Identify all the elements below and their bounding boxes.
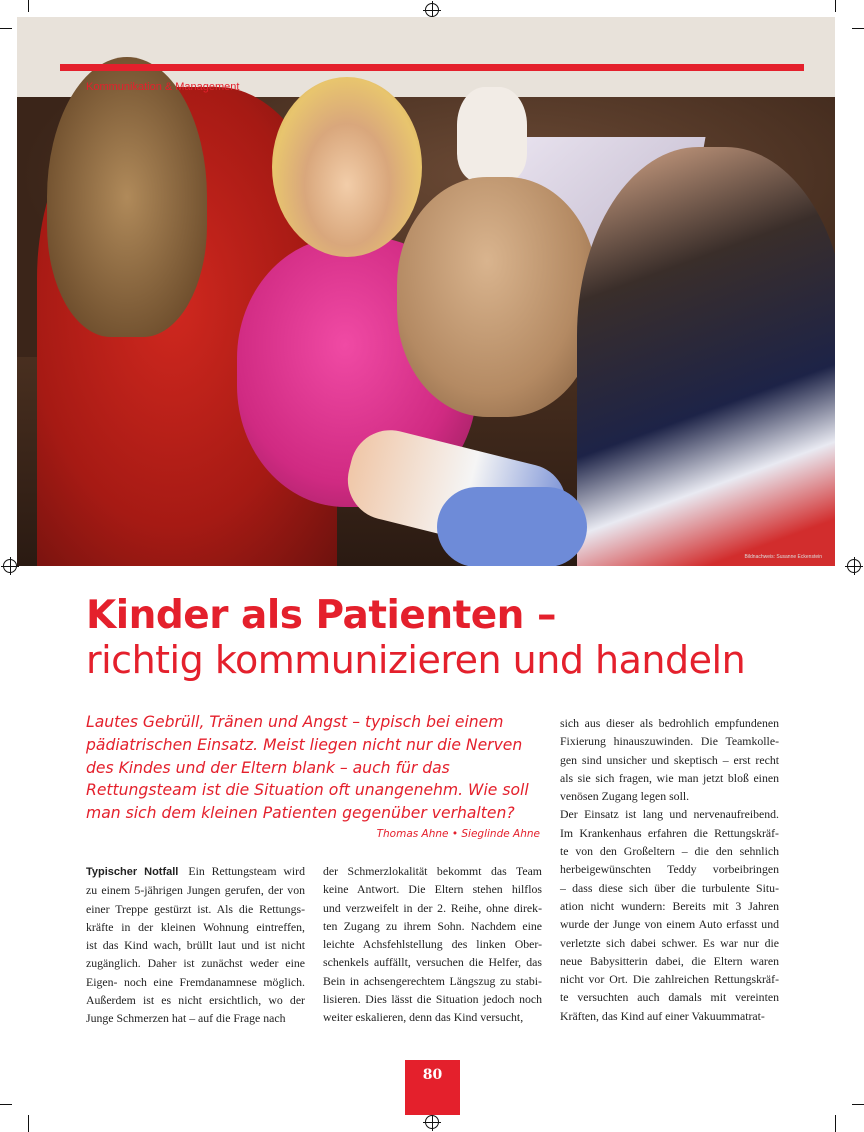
photo-mother-hair [47,57,207,337]
text-line: einer Treppe gestürzt ist. Als die Rettungs- [86,901,305,916]
text-line: ist das Kind wach, brüllt laut und ist nicht [86,938,305,953]
text-line: lisieren. Dies lässt die Situation jedoch noch [323,992,542,1007]
text-line: Fixierung hinauszuwinden. Die Teamkolle- [560,734,779,749]
crop-mark [28,1115,29,1132]
text-line: als sie sich fragen, wie man jetzt bloß einen [560,770,779,785]
text-line: gen sind unsicher und skeptisch – erst recht [560,752,779,767]
text-line: wurde der Junge von einem Auto erfasst und [560,917,779,932]
text-line: zu einem 5-jährigen Jungen gerufen, der von [86,883,305,898]
text-line: te versuchten auch damals mit vereinten [560,990,779,1005]
text-line: zugänglich. Daher ist zunächst weder eine [86,956,305,971]
text-line: Eigen- noch eine Fremdanamnese möglich. [86,974,305,989]
text-line-content: Ein Rettungsteam wird [188,864,305,878]
photo-credit: Bildnachweis: Susanne Eckenstein [744,554,822,560]
crop-mark [852,28,864,29]
crop-mark [0,28,12,29]
text-line: Bein in achsengerechtem Längszug zu stabi- [323,973,542,988]
text-line: der Schmerzlokalität bekommt das Team [323,864,542,878]
title-bold: Kinder als Patienten – [86,593,557,638]
text-line: – dass diese sich über die turbulente Situ- [560,880,779,895]
text-line: leichte Achsfehlstellung des linken Ober- [323,937,542,952]
registration-mark-icon [425,3,439,17]
text-line: verletzte sich dabei schwer. Es war nur die [560,935,779,950]
text-line: nicht vor Ort. Die zahlreichen Rettungskräf- [560,972,779,987]
text-line: kräfte in der kleinen Wohnung eintreffen, [86,919,305,934]
hero-photo [17,17,835,566]
body-column-2 [323,862,542,1027]
registration-mark-icon [3,559,17,573]
crop-mark [28,0,29,12]
text-line: schenkels auffällt, versuchen die Helfer, das [323,955,542,970]
crop-mark [0,1104,12,1105]
body-column-1 [86,862,305,1028]
registration-mark-icon [425,1115,439,1129]
body-column-3 [560,714,779,1025]
photo-girl-head [272,77,422,257]
text-line: te von den Großeltern – die den sehnlich [560,844,779,859]
text-line: Im Krankenhaus erfahren die Rettungskräf- [560,825,779,840]
photo-paramedic [577,147,835,566]
photo-vase [457,87,527,182]
text-line: und verzweifelt in der 2. Reihe, ohne direk- [323,900,542,915]
crop-mark [835,0,836,12]
registration-mark-icon [847,559,861,573]
section-label: Kommunikation & Management [86,81,240,93]
text-line: herbeigewünschten Teddy vorbeibringen [560,862,779,877]
text-line [86,862,305,881]
section-bar [60,64,804,71]
page-number: 80 [405,1060,460,1115]
text-line: Junge Schmerzen hat – auf die Frage nach [86,1011,286,1026]
text-line: Außerdem ist es nicht ersichtlich, wo der [86,993,305,1008]
text-line: keine Antwort. Die Eltern stehen hilflos [323,882,542,897]
text-line: venösen Zugang legen soll. [560,789,690,804]
authors: Thomas Ahne • Sieglinde Ahne [376,828,540,840]
article-title [86,595,846,682]
text-line: Der Einsatz ist lang und nervenaufreibend. [560,807,779,822]
crop-mark [852,1104,864,1105]
text-line: weiter eskalieren, denn das Kind versucht, [323,1010,524,1025]
title-light: richtig kommunizieren und handeln [86,637,746,682]
photo-gloved-hand [437,487,587,566]
text-line: ten Zugang zu ihrem Sohn. Nachdem eine [323,918,542,933]
text-line: Kräften, das Kind auf einer Vakuummatrat- [560,1008,765,1023]
photo-teddy-bear [397,177,597,417]
text-line: neue Babysitterin dabei, die Eltern waren [560,953,779,968]
runin-heading: Typischer Notfall [86,866,179,878]
text-line: ation nicht wundern: Bereits mit 3 Jahren [560,898,779,913]
lead-paragraph: Lautes Gebrüll, Tränen und Angst – typisch bei einem pädiatrischen Einsatz. Meist liegen nicht nur die Nerven des Kindes und der Eltern blank – auch für das Rettungsteam ist die Situation oft unangenehm. Wie soll man sich dem kleinen Patienten gegenüber verhalten? [86,713,529,823]
crop-mark [835,1115,836,1132]
text-line: sich aus dieser als bedrohlich empfundenen [560,716,779,730]
